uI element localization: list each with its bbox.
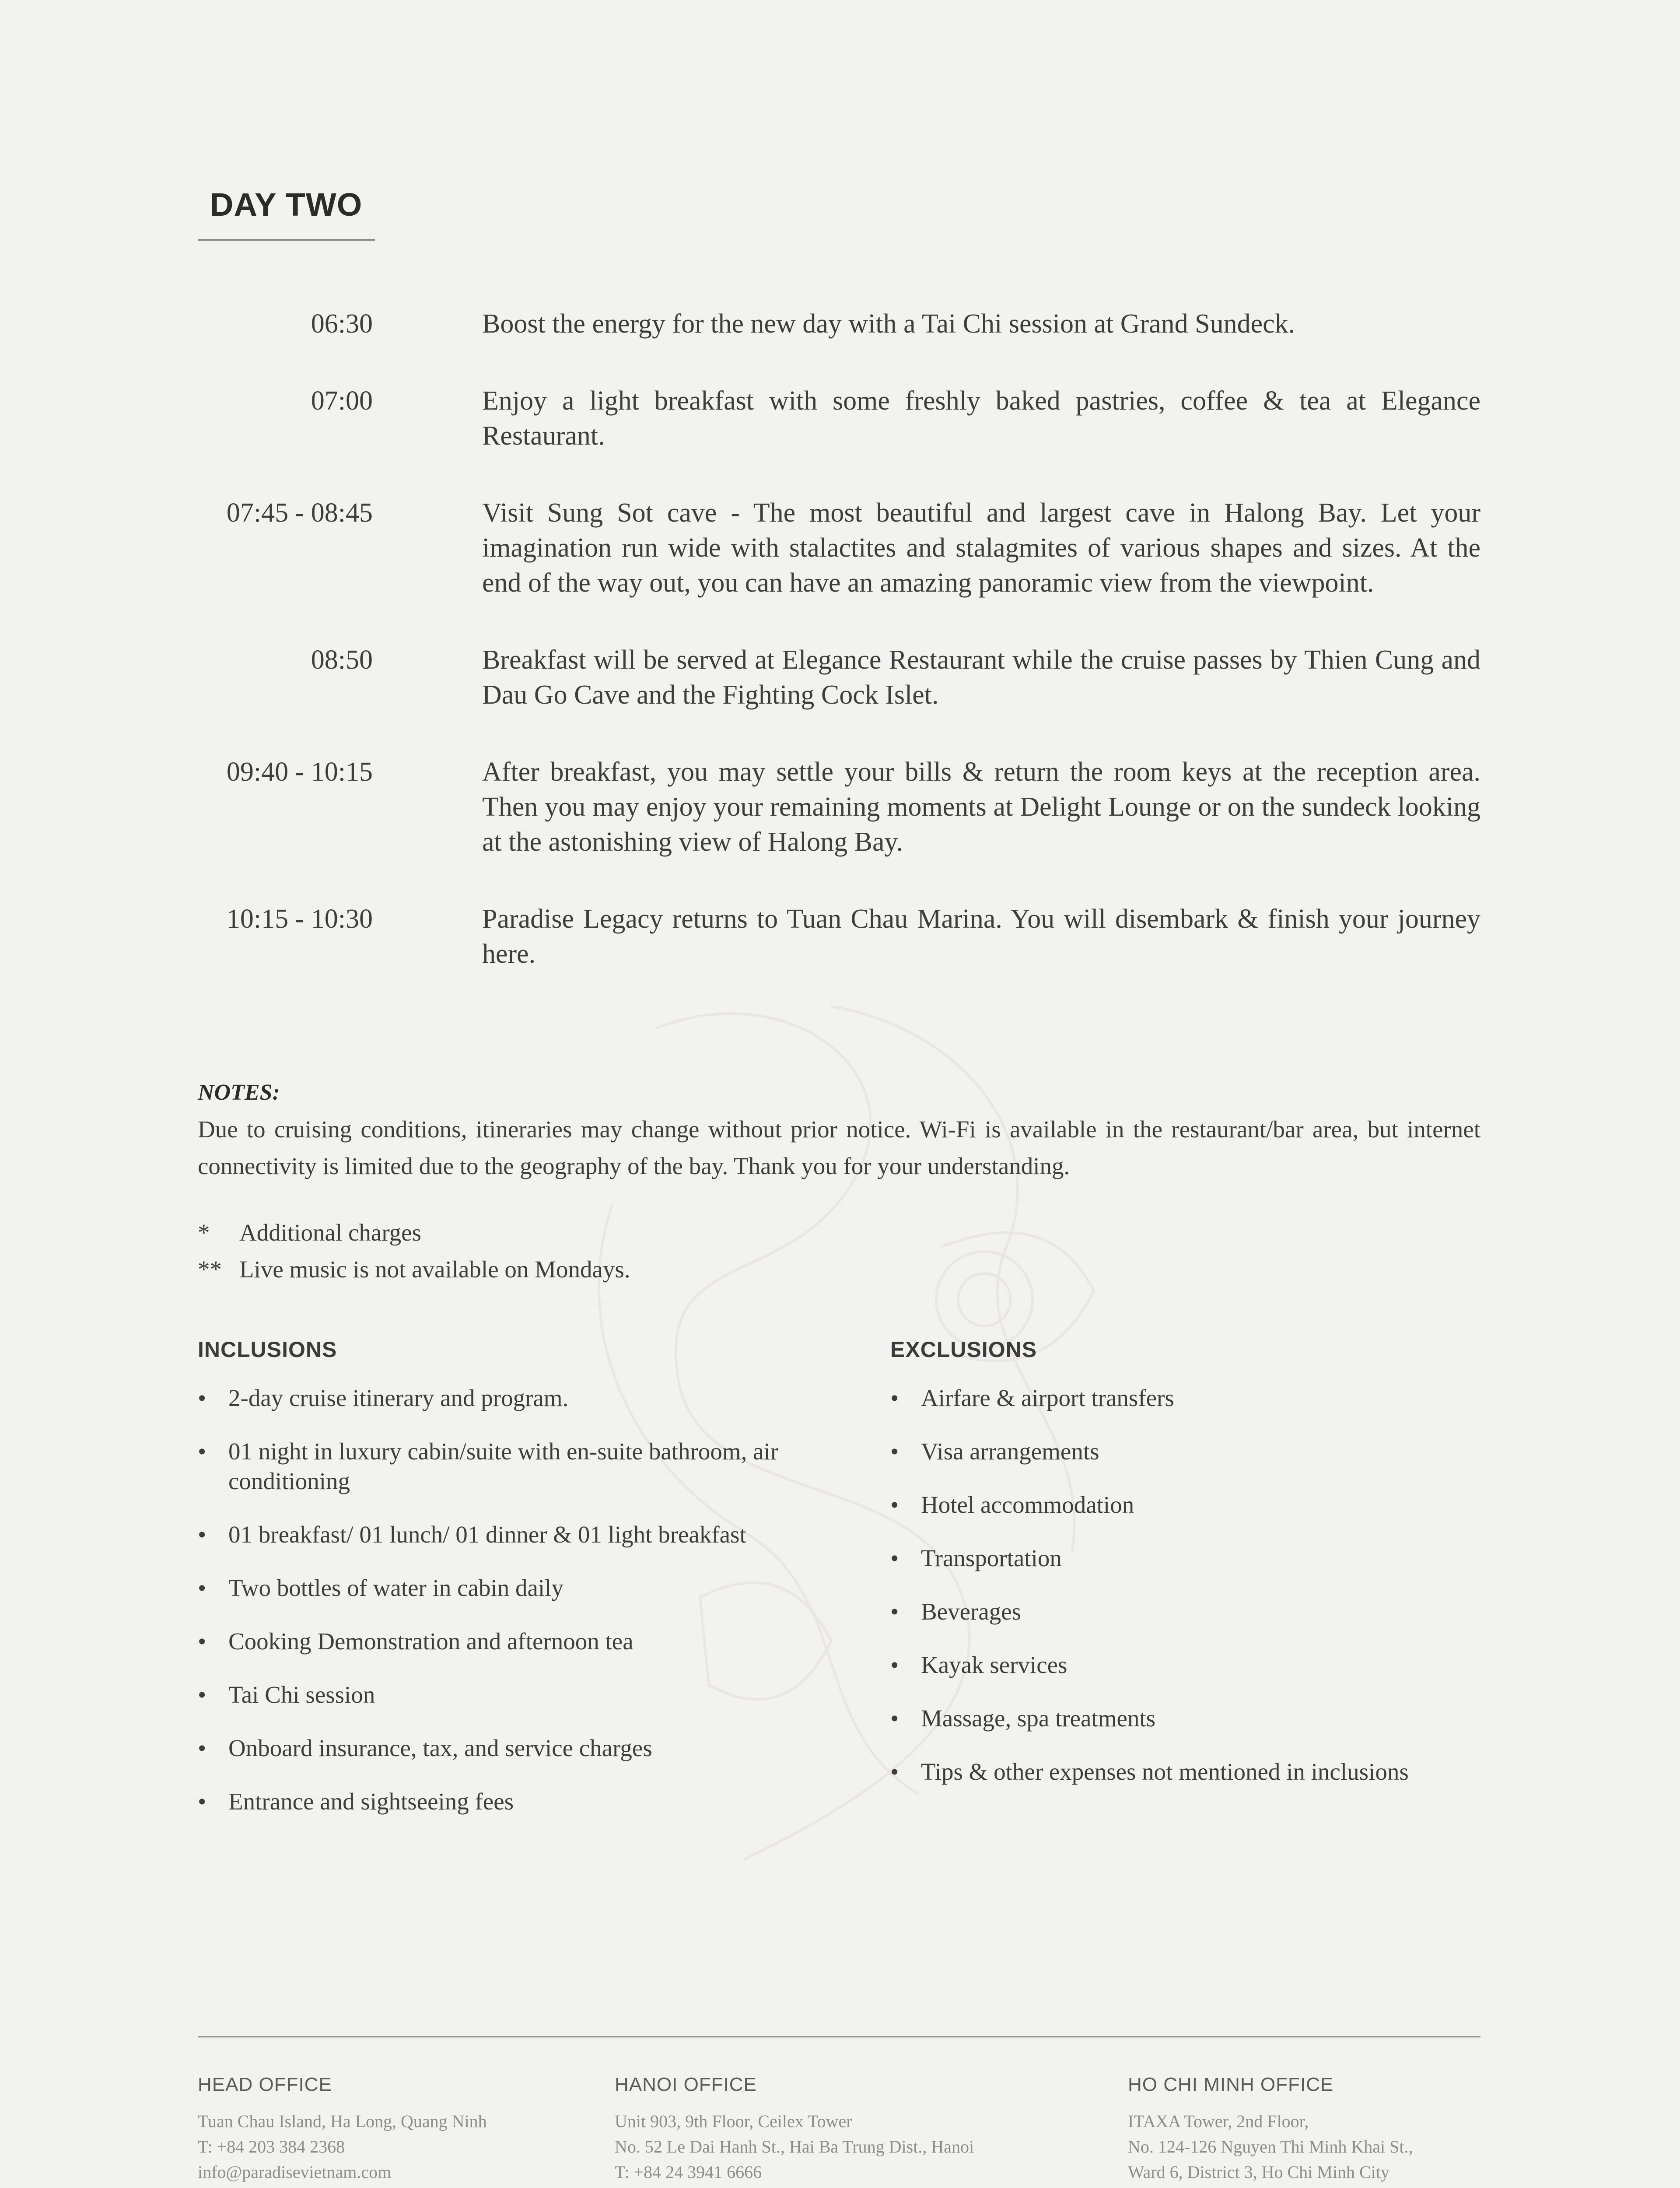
bullet-icon: • bbox=[890, 1758, 899, 1785]
office-phone: T: +84 203 384 2368 bbox=[198, 2137, 345, 2156]
bullet-icon: • bbox=[890, 1545, 899, 1571]
list-item bbox=[198, 1573, 854, 1603]
schedule-description: Boost the energy for the new day with a Tai Chi session at Grand Sundeck. bbox=[482, 309, 1295, 339]
notes-text: Due to cruising conditions, itineraries may change without prior notice. Wi-Fi is available in the restaurant/bar area, but internet connectivity is limited due to the geography of the bay. Thank you for your understanding. bbox=[198, 1116, 1480, 1179]
office-heading: HANOI OFFICE bbox=[615, 2074, 757, 2095]
page-title: DAY TWO bbox=[210, 186, 363, 223]
list-item bbox=[198, 1520, 854, 1550]
inclusions-heading: INCLUSIONS bbox=[198, 1337, 337, 1362]
office-phone: T: +84 24 3941 6666 bbox=[615, 2162, 762, 2182]
list-item-text: Hotel accommodation bbox=[921, 1491, 1134, 1518]
office-website bbox=[198, 2185, 487, 2188]
footnote bbox=[198, 1214, 1480, 1251]
schedule-row bbox=[198, 901, 1480, 971]
office-address: Unit 903, 9th Floor, Ceilex Tower bbox=[615, 2111, 852, 2131]
bullet-icon: • bbox=[198, 1735, 206, 1761]
list-item bbox=[890, 1543, 1485, 1573]
schedule-row bbox=[198, 754, 1480, 859]
list-item bbox=[890, 1383, 1485, 1413]
exclusions-heading: EXCLUSIONS bbox=[890, 1337, 1037, 1362]
office-heading: HO CHI MINH OFFICE bbox=[1128, 2074, 1334, 2095]
list-item-text: Massage, spa treatments bbox=[921, 1705, 1156, 1732]
list-item-text: Cooking Demonstration and afternoon tea bbox=[228, 1628, 634, 1655]
list-item-text: Onboard insurance, tax, and service charges bbox=[228, 1735, 652, 1761]
bullet-icon: • bbox=[890, 1491, 899, 1518]
list-item bbox=[198, 1383, 854, 1413]
exclusions-section bbox=[890, 1337, 1485, 1810]
footnote bbox=[198, 1251, 1480, 1288]
office-hotline bbox=[615, 2185, 974, 2188]
footnotes bbox=[198, 1214, 1480, 1288]
list-item-text: Tai Chi session bbox=[228, 1681, 375, 1708]
list-item-text: Entrance and sightseeing fees bbox=[228, 1788, 514, 1815]
schedule-time: 07:00 bbox=[311, 386, 373, 416]
footnote-text: Additional charges bbox=[239, 1219, 421, 1246]
exclusions-list bbox=[890, 1383, 1485, 1787]
list-item bbox=[198, 1627, 854, 1656]
list-item-text: Beverages bbox=[921, 1598, 1022, 1625]
list-item-text: Transportation bbox=[921, 1545, 1062, 1571]
list-item bbox=[198, 1437, 854, 1496]
list-item-text: Visa arrangements bbox=[921, 1438, 1099, 1465]
footnote-mark: * bbox=[198, 1219, 210, 1246]
notes-label: NOTES: bbox=[198, 1080, 280, 1105]
bullet-icon: • bbox=[198, 1788, 206, 1815]
schedule-description: Visit Sung Sot cave - The most beautiful and largest cave in Halong Bay. Let your imagination run wide with stalactites and stalagmites of various shapes and sizes. At the end of the way out, you can have an amazing panoramic view from the viewpoint. bbox=[482, 498, 1480, 598]
schedule-description: Breakfast will be served at Elegance Restaurant while the cruise passes by Thien Cung and Dau Go Cave and the Fighting Cock Islet. bbox=[482, 645, 1480, 710]
schedule-row bbox=[198, 642, 1480, 712]
list-item-text: 01 night in luxury cabin/suite with en-suite bathroom, air conditioning bbox=[228, 1438, 779, 1494]
schedule-row bbox=[198, 383, 1480, 453]
list-item-text: Airfare & airport transfers bbox=[921, 1385, 1174, 1411]
head-office-block bbox=[198, 2072, 487, 2188]
schedule-time: 07:45 - 08:45 bbox=[226, 498, 373, 528]
list-item bbox=[890, 1437, 1485, 1466]
hanoi-office-block bbox=[615, 2072, 974, 2188]
bullet-icon: • bbox=[198, 1574, 206, 1601]
bullet-icon: • bbox=[890, 1385, 899, 1411]
bullet-icon: • bbox=[890, 1652, 899, 1678]
schedule-description: After breakfast, you may settle your bills & return the room keys at the reception area. Then you may enjoy your remaining moments at Delight Lounge or on the sundeck looking at the astonishing view of Halong Bay. bbox=[482, 757, 1480, 857]
schedule-description: Enjoy a light breakfast with some freshly baked pastries, coffee & tea at Elegance Restaurant. bbox=[482, 386, 1480, 451]
list-item bbox=[890, 1757, 1485, 1787]
schedule bbox=[198, 306, 1480, 1013]
hcm-office-block bbox=[1128, 2072, 1413, 2185]
bullet-icon: • bbox=[890, 1598, 899, 1625]
schedule-time: 10:15 - 10:30 bbox=[226, 904, 373, 934]
bullet-icon: • bbox=[890, 1705, 899, 1732]
list-item-text: Two bottles of water in cabin daily bbox=[228, 1574, 564, 1601]
footnote-mark: ** bbox=[198, 1256, 222, 1283]
office-address: No. 52 Le Dai Hanh St., Hai Ba Trung Dist., Hanoi bbox=[615, 2137, 974, 2156]
schedule-time: 06:30 bbox=[311, 309, 373, 339]
schedule-row bbox=[198, 495, 1480, 600]
office-heading: HEAD OFFICE bbox=[198, 2074, 332, 2095]
list-item bbox=[890, 1597, 1485, 1627]
list-item bbox=[198, 1733, 854, 1763]
bullet-icon: • bbox=[198, 1385, 206, 1411]
bullet-icon: • bbox=[198, 1521, 206, 1548]
list-item-text: Kayak services bbox=[921, 1652, 1068, 1678]
list-item-text: Tips & other expenses not mentioned in inclusions bbox=[921, 1758, 1409, 1785]
list-item-text: 2-day cruise itinerary and program. bbox=[228, 1385, 569, 1411]
list-item bbox=[890, 1650, 1485, 1680]
office-email: info@paradisevietnam.com bbox=[198, 2162, 392, 2182]
office-address: No. 124-126 Nguyen Thi Minh Khai St., bbox=[1128, 2137, 1413, 2156]
list-item bbox=[198, 1787, 854, 1816]
schedule-description: Paradise Legacy returns to Tuan Chau Marina. You will disembark & finish your journey here. bbox=[482, 904, 1480, 969]
title-underline bbox=[198, 239, 375, 241]
notes-section bbox=[198, 1074, 1480, 1288]
list-item bbox=[890, 1490, 1485, 1520]
list-item bbox=[198, 1680, 854, 1710]
footnote-text: Live music is not available on Mondays. bbox=[239, 1256, 630, 1283]
schedule-row bbox=[198, 306, 1480, 341]
inclusions-section bbox=[198, 1337, 854, 1840]
list-item-text: 01 breakfast/ 01 lunch/ 01 dinner & 01 light breakfast bbox=[228, 1521, 746, 1548]
bullet-icon: • bbox=[890, 1438, 899, 1465]
list-item bbox=[890, 1704, 1485, 1733]
bullet-icon: • bbox=[198, 1681, 206, 1708]
office-address: Ward 6, District 3, Ho Chi Minh City bbox=[1128, 2162, 1390, 2182]
schedule-time: 09:40 - 10:15 bbox=[226, 757, 373, 787]
office-address: ITAXA Tower, 2nd Floor, bbox=[1128, 2111, 1309, 2131]
office-address: Tuan Chau Island, Ha Long, Quang Ninh bbox=[198, 2111, 487, 2131]
bullet-icon: • bbox=[198, 1628, 206, 1655]
bullet-icon: • bbox=[198, 1438, 206, 1465]
inclusions-list bbox=[198, 1383, 854, 1816]
schedule-time: 08:50 bbox=[311, 645, 373, 675]
footer-divider bbox=[198, 2036, 1480, 2037]
